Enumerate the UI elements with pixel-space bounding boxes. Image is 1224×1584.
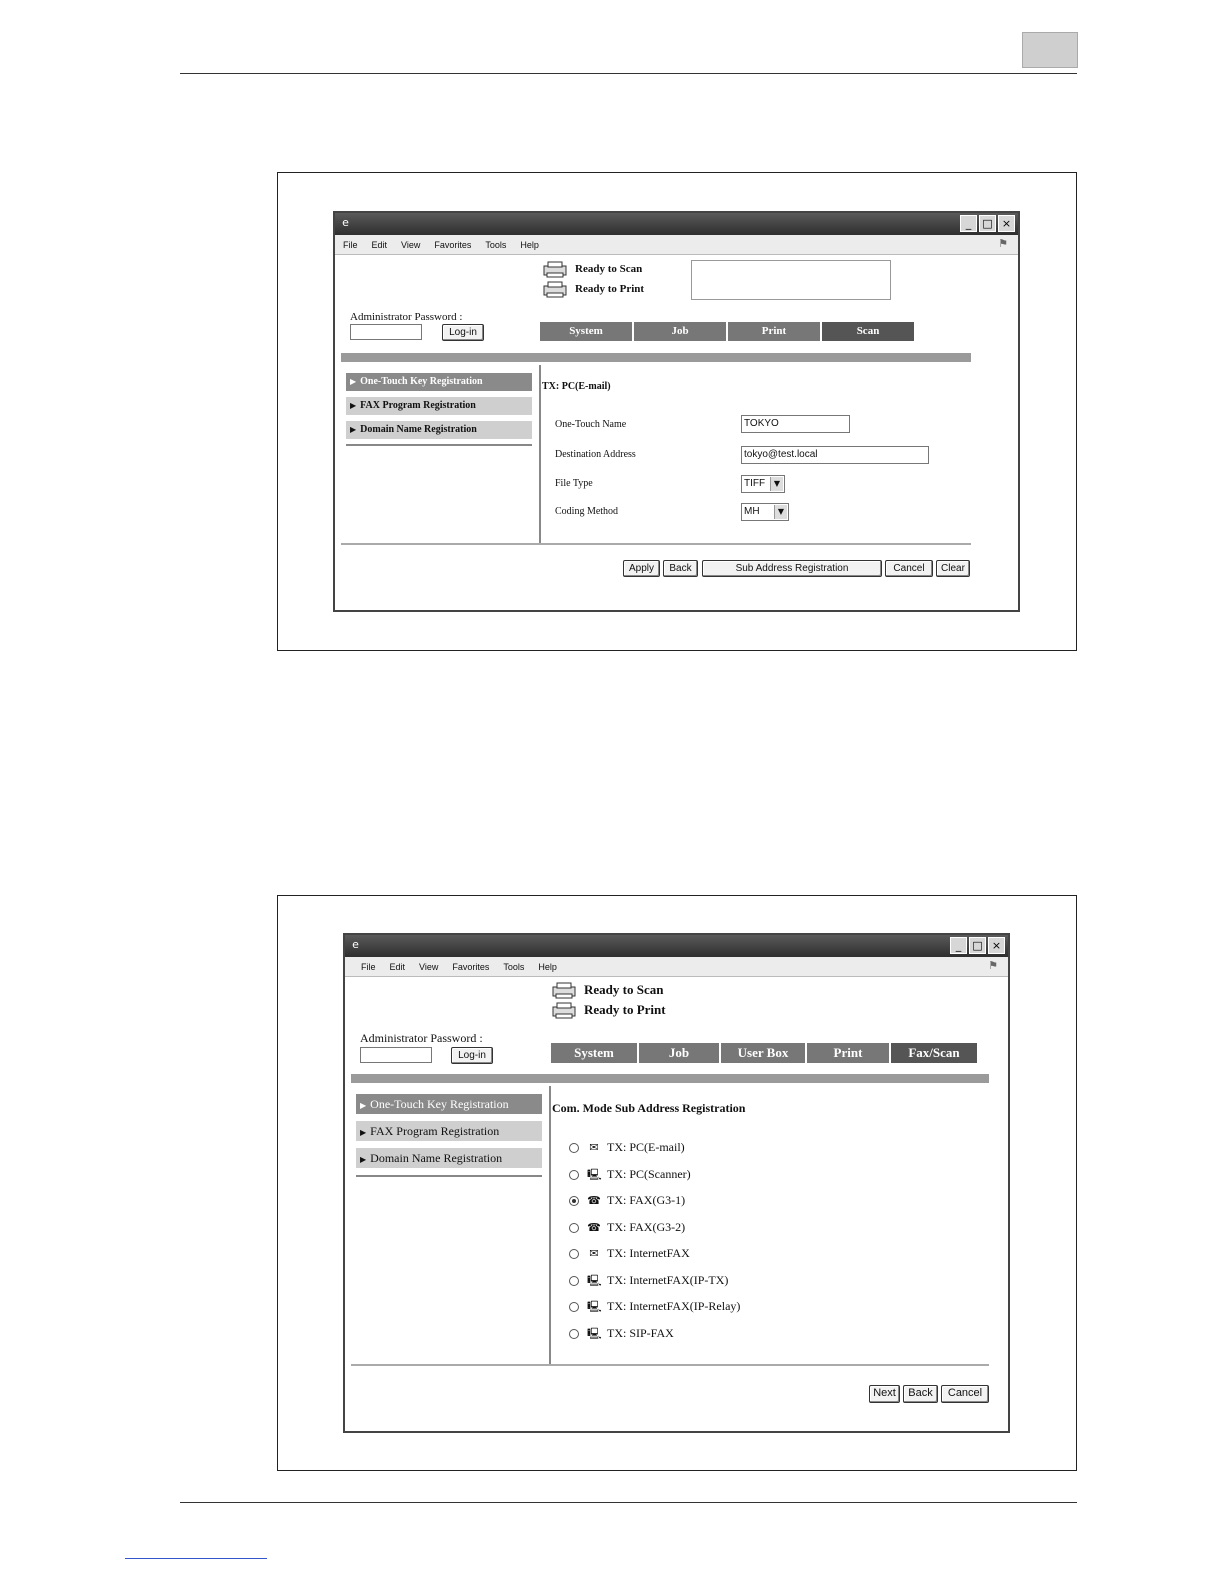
apply-button[interactable]: Apply: [623, 560, 660, 577]
admin-password-label: Administrator Password :: [350, 311, 463, 323]
maximize-icon[interactable]: □: [969, 937, 986, 954]
chevron-down-icon: ▼: [774, 505, 787, 519]
maximize-icon[interactable]: □: [979, 215, 996, 232]
tab-print[interactable]: Print: [807, 1043, 889, 1063]
one-touch-name-input[interactable]: TOKYO: [741, 415, 850, 433]
mail-icon: ✉: [589, 1247, 599, 1260]
radio-button[interactable]: [569, 1329, 579, 1339]
radio-button[interactable]: [569, 1249, 579, 1259]
minimize-icon[interactable]: _: [950, 937, 967, 954]
file-type-label: File Type: [555, 478, 593, 489]
one-touch-name-label: One-Touch Name: [555, 419, 627, 430]
destination-address-input[interactable]: tokyo@test.local: [741, 446, 929, 464]
sidebar-item-domain-name[interactable]: [356, 1148, 542, 1168]
header-rule: [180, 73, 1077, 74]
tab-system[interactable]: System: [551, 1043, 637, 1063]
windows-flag-icon: ⚑: [988, 959, 998, 972]
title-bar: [345, 935, 1008, 957]
section-title: TX: PC(E-mail): [542, 381, 611, 392]
message-box: [691, 260, 891, 300]
tab-fax-scan[interactable]: Fax/Scan: [891, 1043, 977, 1063]
ie-icon: e: [352, 938, 359, 951]
radio-button[interactable]: [569, 1276, 579, 1286]
coding-method-select[interactable]: [741, 503, 789, 521]
status-scan: [550, 981, 663, 999]
sidebar-item-label: Domain Name Registration: [360, 424, 477, 435]
header-divider: [351, 1074, 989, 1083]
section-title: Com. Mode Sub Address Registration: [552, 1101, 746, 1115]
content-vertical-divider: [539, 365, 541, 543]
menu-tools[interactable]: Tools: [485, 239, 507, 250]
sidebar-item-fax-program[interactable]: [346, 397, 532, 415]
title-bar: [335, 213, 1018, 235]
admin-password-label: Administrator Password :: [360, 1031, 483, 1045]
browser-window-2: [343, 933, 1010, 1433]
radio-button[interactable]: [569, 1170, 579, 1180]
option-tx-internetfax-ip-relay[interactable]: [569, 1299, 740, 1314]
minimize-icon[interactable]: _: [960, 215, 977, 232]
status-print: [550, 1001, 666, 1019]
close-icon[interactable]: ×: [998, 215, 1015, 232]
option-tx-fax-g3-1[interactable]: [569, 1193, 685, 1208]
sidebar-item-label: Domain Name Registration: [370, 1151, 503, 1165]
radio-button[interactable]: [569, 1143, 579, 1153]
back-button[interactable]: Back: [663, 560, 698, 577]
menu-bar: [335, 235, 1018, 255]
sidebar-item-label: One-Touch Key Registration: [360, 376, 483, 387]
arrow-right-icon: ▶: [360, 1155, 367, 1164]
option-tx-sip-fax[interactable]: [569, 1326, 674, 1341]
sidebar-item-label: One-Touch Key Registration: [370, 1097, 509, 1111]
arrow-right-icon: ▶: [350, 377, 357, 386]
sidebar-item-label: FAX Program Registration: [370, 1124, 500, 1138]
radio-button-selected[interactable]: [569, 1196, 579, 1206]
tab-user-box[interactable]: User Box: [721, 1043, 805, 1063]
main-tabs: [551, 1043, 977, 1063]
chevron-down-icon: ▼: [770, 477, 783, 491]
sidebar-divider: [346, 444, 532, 446]
content-vertical-divider: [549, 1086, 551, 1364]
option-label: TX: PC(Scanner): [607, 1167, 691, 1181]
tab-scan[interactable]: Scan: [822, 322, 914, 341]
option-tx-pc-scanner[interactable]: [569, 1167, 691, 1182]
footer-rule: [180, 1502, 1077, 1503]
menu-tools[interactable]: Tools: [503, 961, 525, 972]
menu-favorites[interactable]: Favorites: [434, 239, 472, 250]
content-bottom-divider: [341, 543, 971, 545]
status-scan: [541, 260, 642, 278]
status-print-text: Ready to Print: [584, 1002, 666, 1017]
clear-button[interactable]: Clear: [936, 560, 970, 577]
admin-password-input[interactable]: [360, 1047, 432, 1063]
fax-icon: ☎: [587, 1221, 601, 1234]
destination-address-label: Destination Address: [555, 449, 636, 460]
option-label: TX: FAX(G3-2): [607, 1220, 686, 1234]
coding-method-value: MH: [744, 506, 760, 517]
back-button[interactable]: Back: [903, 1385, 938, 1403]
menu-help[interactable]: Help: [520, 239, 539, 250]
menu-view[interactable]: View: [401, 239, 421, 250]
sidebar-item-label: FAX Program Registration: [360, 400, 476, 411]
radio-button[interactable]: [569, 1223, 579, 1233]
menu-file[interactable]: File: [361, 961, 376, 972]
arrow-right-icon: ▶: [360, 1128, 367, 1137]
option-label: TX: PC(E-mail): [607, 1140, 685, 1154]
arrow-right-icon: ▶: [360, 1101, 367, 1110]
menu-view[interactable]: View: [419, 961, 439, 972]
tab-job[interactable]: Job: [634, 322, 726, 341]
coding-method-label: Coding Method: [555, 506, 619, 517]
pc-icon: 🖳: [587, 1274, 602, 1287]
arrow-right-icon: ▶: [350, 401, 357, 410]
status-print-text: Ready to Print: [575, 283, 645, 295]
ie-icon: e: [342, 216, 349, 229]
sidebar-item-one-touch[interactable]: [356, 1094, 542, 1114]
option-label: TX: SIP-FAX: [607, 1326, 674, 1340]
printer-icon: [550, 981, 578, 999]
sidebar-item-fax-program[interactable]: [356, 1121, 542, 1141]
fax-icon: ☎: [587, 1194, 601, 1207]
windows-flag-icon: ⚑: [998, 237, 1008, 250]
printer-icon: [541, 280, 569, 298]
file-type-value: TIFF: [744, 478, 766, 489]
status-print: [541, 280, 644, 298]
file-type-select[interactable]: [741, 475, 785, 493]
menu-edit[interactable]: Edit: [389, 961, 406, 972]
header-divider: [341, 353, 971, 362]
option-label: TX: InternetFAX(IP-Relay): [607, 1299, 741, 1313]
main-tabs: [540, 322, 914, 341]
arrow-right-icon: ▶: [350, 425, 357, 434]
next-button[interactable]: Next: [869, 1385, 900, 1403]
option-label: TX: InternetFAX(IP-TX): [607, 1273, 729, 1287]
admin-password-input[interactable]: [350, 324, 422, 340]
menu-bar: [345, 957, 1008, 977]
menu-help[interactable]: Help: [538, 961, 557, 972]
pc-icon: 🖳: [587, 1327, 602, 1340]
cancel-button[interactable]: Cancel: [885, 560, 933, 577]
browser-window-1: [333, 211, 1020, 612]
option-tx-internetfax-ip-tx[interactable]: [569, 1273, 728, 1288]
close-icon[interactable]: ×: [988, 937, 1005, 954]
option-tx-fax-g3-2[interactable]: [569, 1220, 685, 1235]
radio-button[interactable]: [569, 1302, 579, 1312]
cancel-button[interactable]: Cancel: [941, 1385, 989, 1403]
option-label: TX: InternetFAX: [607, 1246, 690, 1260]
login-button[interactable]: Log-in: [451, 1047, 493, 1064]
printer-icon: [541, 260, 569, 278]
menu-favorites[interactable]: Favorites: [452, 961, 490, 972]
login-button[interactable]: Log-in: [442, 324, 484, 341]
option-tx-pc-email[interactable]: [569, 1140, 685, 1155]
sidebar-divider: [356, 1175, 542, 1177]
status-scan-text: Ready to Scan: [575, 263, 643, 275]
printer-icon: [550, 1001, 578, 1019]
pc-icon: 🖳: [587, 1300, 602, 1313]
content-bottom-divider: [351, 1364, 989, 1366]
option-tx-internetfax[interactable]: [569, 1246, 690, 1261]
sidebar-item-one-touch[interactable]: [346, 373, 532, 391]
chapter-tab: [1022, 32, 1078, 68]
tab-job[interactable]: Job: [639, 1043, 719, 1063]
status-scan-text: Ready to Scan: [584, 982, 664, 997]
option-label: TX: FAX(G3-1): [607, 1193, 686, 1207]
sub-address-registration-button[interactable]: Sub Address Registration: [702, 560, 882, 577]
footer-link-underline: [125, 1558, 267, 1559]
tab-print[interactable]: Print: [728, 322, 820, 341]
sidebar-item-domain-name[interactable]: [346, 421, 532, 439]
menu-file[interactable]: File: [343, 239, 358, 250]
mail-icon: ✉: [589, 1141, 599, 1154]
menu-edit[interactable]: Edit: [371, 239, 388, 250]
pc-icon: 🖳: [587, 1168, 602, 1181]
tab-system[interactable]: System: [540, 322, 632, 341]
